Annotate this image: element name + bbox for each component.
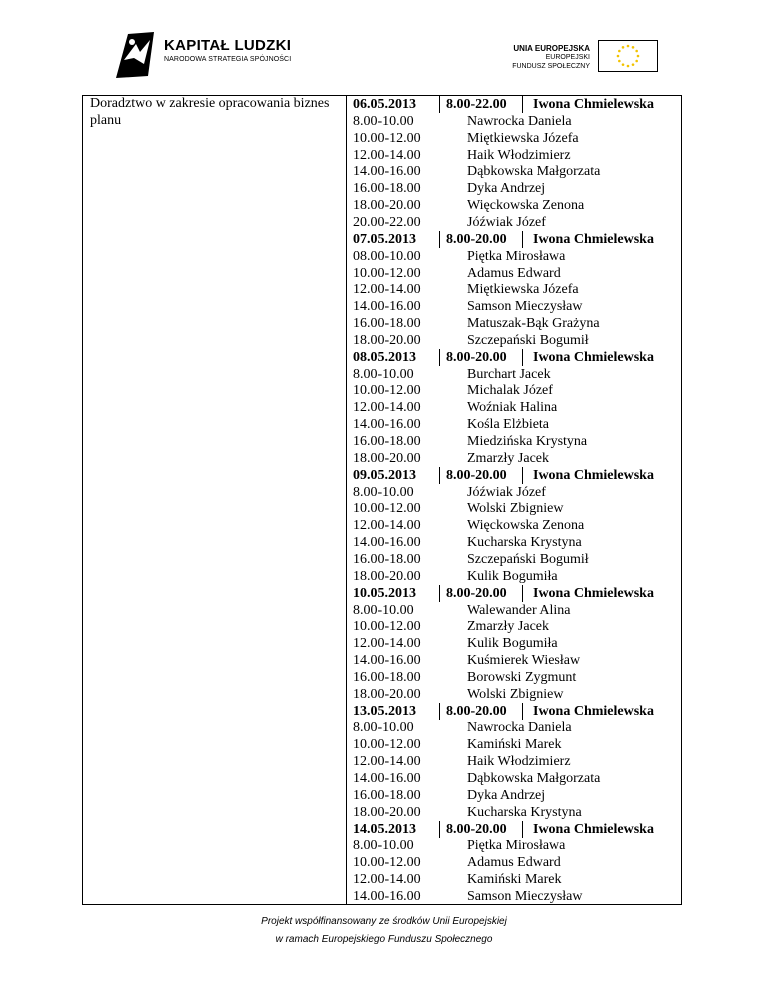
slot-row xyxy=(353,366,683,383)
slot-participant: Wolski Zbigniew xyxy=(467,501,564,517)
slot-row xyxy=(353,214,683,231)
eu-star-icon xyxy=(618,60,621,63)
slot-participant: Wolski Zbigniew xyxy=(467,686,564,702)
slot-row xyxy=(353,804,683,821)
slot-participant: Kulik Bogumiła xyxy=(467,636,558,652)
kapital-ludzki-text xyxy=(164,38,291,66)
slot-row xyxy=(353,298,683,315)
slot-time: 18.00-20.00 xyxy=(353,686,421,702)
slot-time: 20.00-22.00 xyxy=(353,214,421,230)
slot-time: 16.00-18.00 xyxy=(353,551,421,567)
slot-row xyxy=(353,332,683,349)
slot-row xyxy=(353,265,683,282)
day-hours: 8.00-20.00 xyxy=(439,585,523,602)
slot-row xyxy=(353,602,683,619)
slot-participant: Adamus Edward xyxy=(467,855,561,871)
day-leader: Iwona Chmielewska xyxy=(533,703,654,719)
slot-participant: Piętka Mirosława xyxy=(467,838,566,854)
slot-participant: Kucharska Krystyna xyxy=(467,804,582,820)
slot-time: 12.00-14.00 xyxy=(353,754,421,770)
slot-participant: Szczepański Bogumił xyxy=(467,551,589,567)
slot-time: 12.00-14.00 xyxy=(353,872,421,888)
slot-time: 16.00-18.00 xyxy=(353,181,421,197)
slot-time: 8.00-10.00 xyxy=(353,838,414,854)
slot-participant: Burchart Jacek xyxy=(467,366,551,382)
day-hours: 8.00-20.00 xyxy=(439,821,523,838)
slot-row xyxy=(353,837,683,854)
slot-time: 18.00-20.00 xyxy=(353,804,421,820)
slot-participant: Haik Włodzimierz xyxy=(467,147,571,163)
slot-participant: Haik Włodzimierz xyxy=(467,754,571,770)
slot-row xyxy=(353,568,683,585)
slot-row xyxy=(353,534,683,551)
slot-row xyxy=(353,686,683,703)
footer-line-2: w ramach Europejskiego Funduszu Społecznego xyxy=(275,934,493,945)
slot-time: 10.00-12.00 xyxy=(353,130,421,146)
slot-time: 8.00-10.00 xyxy=(353,113,414,129)
slot-participant: Matuszak-Bąk Grażyna xyxy=(467,316,600,332)
slot-row xyxy=(353,180,683,197)
day-header-row xyxy=(353,467,683,484)
slot-time: 18.00-20.00 xyxy=(353,332,421,348)
slot-participant: Dąbkowska Małgorzata xyxy=(467,164,601,180)
day-header-row xyxy=(353,349,683,366)
eu-star-icon xyxy=(627,65,630,68)
slot-time: 14.00-16.00 xyxy=(353,299,421,315)
eu-line-3: FUNDUSZ SPOŁECZNY xyxy=(512,63,590,70)
slot-row xyxy=(353,484,683,501)
slot-participant: Miętkiewska Józefa xyxy=(467,282,579,298)
slot-row xyxy=(353,433,683,450)
slot-time: 18.00-20.00 xyxy=(353,198,421,214)
slot-time: 14.00-16.00 xyxy=(353,164,421,180)
eu-star-icon xyxy=(637,55,640,58)
day-leader: Iwona Chmielewska xyxy=(533,349,654,365)
eu-star-icon xyxy=(632,63,635,66)
slot-row xyxy=(353,450,683,467)
day-header-row xyxy=(353,231,683,248)
eu-star-icon xyxy=(622,63,625,66)
slot-row xyxy=(353,517,683,534)
slot-time: 14.00-16.00 xyxy=(353,535,421,551)
slot-row xyxy=(353,753,683,770)
slot-row xyxy=(353,635,683,652)
day-header-row xyxy=(353,96,683,113)
slot-row xyxy=(353,416,683,433)
slot-time: 12.00-14.00 xyxy=(353,636,421,652)
slot-time: 8.00-10.00 xyxy=(353,602,414,618)
slot-time: 8.00-10.00 xyxy=(353,720,414,736)
day-hours: 8.00-20.00 xyxy=(439,231,523,248)
eu-text xyxy=(470,44,590,71)
slot-time: 16.00-18.00 xyxy=(353,316,421,332)
slot-row xyxy=(353,248,683,265)
day-hours: 8.00-20.00 xyxy=(439,703,523,720)
slot-participant: Walewander Alina xyxy=(467,602,571,618)
day-header-row xyxy=(353,821,683,838)
slot-time: 16.00-18.00 xyxy=(353,669,421,685)
day-leader: Iwona Chmielewska xyxy=(533,97,654,112)
day-hours: 8.00-22.00 xyxy=(439,96,523,113)
slot-participant: Adamus Edward xyxy=(467,265,561,281)
day-leader: Iwona Chmielewska xyxy=(533,231,654,247)
slot-participant: Samson Mieczysław xyxy=(467,888,583,904)
kl-title: KAPITAŁ LUDZKI xyxy=(164,37,292,54)
slot-participant: Miedzińska Krystyna xyxy=(467,434,588,449)
day-date: 10.05.2013 xyxy=(353,585,416,601)
slot-participant: Samson Mieczysław xyxy=(467,299,583,315)
day-header-row xyxy=(353,703,683,720)
slot-participant: Jóźwiak Józef xyxy=(467,214,546,230)
slot-time: 12.00-14.00 xyxy=(353,518,421,534)
slot-participant: Kucharska Krystyna xyxy=(467,535,582,551)
slot-participant: Kuśmierek Wiesław xyxy=(467,653,581,669)
slot-time: 12.00-14.00 xyxy=(353,282,421,298)
slot-time: 10.00-12.00 xyxy=(353,383,421,399)
slot-time: 10.00-12.00 xyxy=(353,501,421,517)
slot-row xyxy=(353,669,683,686)
slot-row xyxy=(353,500,683,517)
eu-line-2: EUROPEJSKI xyxy=(545,54,590,61)
slot-row xyxy=(353,770,683,787)
slot-time: 10.00-12.00 xyxy=(353,265,421,281)
topic-text: Doradztwo w zakresie opracowania biznes planu xyxy=(90,96,330,128)
kapital-ludzki-logo-icon xyxy=(110,30,158,80)
slot-participant: Nawrocka Daniela xyxy=(467,113,572,129)
slot-participant: Kośla Elżbieta xyxy=(467,417,550,433)
slot-time: 16.00-18.00 xyxy=(353,787,421,803)
slot-participant: Więckowska Zenona xyxy=(467,198,585,214)
day-date: 13.05.2013 xyxy=(353,703,416,719)
page-footer xyxy=(0,913,768,949)
slot-time: 12.00-14.00 xyxy=(353,400,421,416)
day-header-row xyxy=(353,585,683,602)
slot-row xyxy=(353,197,683,214)
slot-time: 8.00-10.00 xyxy=(353,366,414,382)
day-leader: Iwona Chmielewska xyxy=(533,585,654,601)
slot-participant: Kamiński Marek xyxy=(467,737,562,753)
eu-star-icon xyxy=(635,60,638,63)
eu-star-icon xyxy=(617,55,620,58)
slot-time: 10.00-12.00 xyxy=(353,737,421,753)
slot-participant: Piętka Mirosława xyxy=(467,248,566,264)
slot-row xyxy=(353,652,683,669)
slot-participant: Jóźwiak Józef xyxy=(467,484,546,500)
slot-row xyxy=(353,551,683,568)
slot-time: 18.00-20.00 xyxy=(353,450,421,466)
eu-star-icon xyxy=(618,50,621,53)
day-hours: 8.00-20.00 xyxy=(439,467,523,484)
topic-column xyxy=(83,96,347,904)
day-date: 09.05.2013 xyxy=(353,467,416,483)
eu-star-icon xyxy=(635,50,638,53)
slot-row xyxy=(353,871,683,888)
slot-participant: Woźniak Halina xyxy=(467,400,558,416)
slot-participant: Więckowska Zenona xyxy=(467,518,585,534)
slot-row xyxy=(353,163,683,180)
slot-row xyxy=(353,736,683,753)
slot-participant: Dąbkowska Małgorzata xyxy=(467,771,601,786)
slot-participant: Michalak Józef xyxy=(467,383,553,399)
slot-time: 18.00-20.00 xyxy=(353,568,421,584)
eu-line-1: UNIA EUROPEJSKA xyxy=(513,44,590,53)
footer-line-1: Projekt współfinansowany ze środków Unii Europejskiej xyxy=(261,916,507,927)
slot-participant: Borowski Zygmunt xyxy=(467,669,577,685)
slot-participant: Szczepański Bogumił xyxy=(467,332,589,348)
slot-time: 16.00-18.00 xyxy=(353,434,421,449)
slot-time: 14.00-16.00 xyxy=(353,771,421,786)
slot-row xyxy=(353,281,683,298)
slot-participant: Nawrocka Daniela xyxy=(467,720,572,736)
slot-row xyxy=(353,315,683,332)
eu-flag-icon xyxy=(598,40,658,72)
slot-participant: Miętkiewska Józefa xyxy=(467,130,579,146)
day-date: 08.05.2013 xyxy=(353,349,416,365)
eu-star-icon xyxy=(632,46,635,49)
slot-participant: Zmarzły Jacek xyxy=(467,619,550,635)
slot-row xyxy=(353,130,683,147)
day-date: 06.05.2013 xyxy=(353,97,416,112)
slot-time: 12.00-14.00 xyxy=(353,147,421,163)
slot-participant: Dyka Andrzej xyxy=(467,787,546,803)
slot-row xyxy=(353,113,683,130)
slot-time: 08.00-10.00 xyxy=(353,248,421,264)
slot-time: 14.00-16.00 xyxy=(353,888,421,904)
day-date: 14.05.2013 xyxy=(353,821,416,837)
slot-row xyxy=(353,382,683,399)
slot-time: 10.00-12.00 xyxy=(353,619,421,635)
slot-time: 10.00-12.00 xyxy=(353,855,421,871)
day-hours: 8.00-20.00 xyxy=(439,349,523,366)
slot-row xyxy=(353,147,683,164)
kl-subtitle: NARODOWA STRATEGIA SPÓJNOŚCI xyxy=(164,56,292,63)
slot-participant: Kamiński Marek xyxy=(467,872,562,888)
slot-row xyxy=(353,854,683,871)
slot-participant: Dyka Andrzej xyxy=(467,181,546,197)
day-leader: Iwona Chmielewska xyxy=(533,821,654,837)
eu-star-icon xyxy=(622,46,625,49)
slot-row xyxy=(353,787,683,804)
day-leader: Iwona Chmielewska xyxy=(533,467,654,483)
slot-row xyxy=(353,888,683,905)
slot-time: 8.00-10.00 xyxy=(353,484,414,500)
slot-time: 14.00-16.00 xyxy=(353,653,421,669)
day-date: 07.05.2013 xyxy=(353,231,416,247)
eu-star-icon xyxy=(627,45,630,48)
page-header xyxy=(0,0,768,90)
slot-row xyxy=(353,618,683,635)
slot-participant: Zmarzły Jacek xyxy=(467,450,550,466)
slot-time: 14.00-16.00 xyxy=(353,417,421,433)
slot-participant: Kulik Bogumiła xyxy=(467,568,558,584)
slot-row xyxy=(353,399,683,416)
schedule-table xyxy=(82,95,682,905)
slot-row xyxy=(353,719,683,736)
